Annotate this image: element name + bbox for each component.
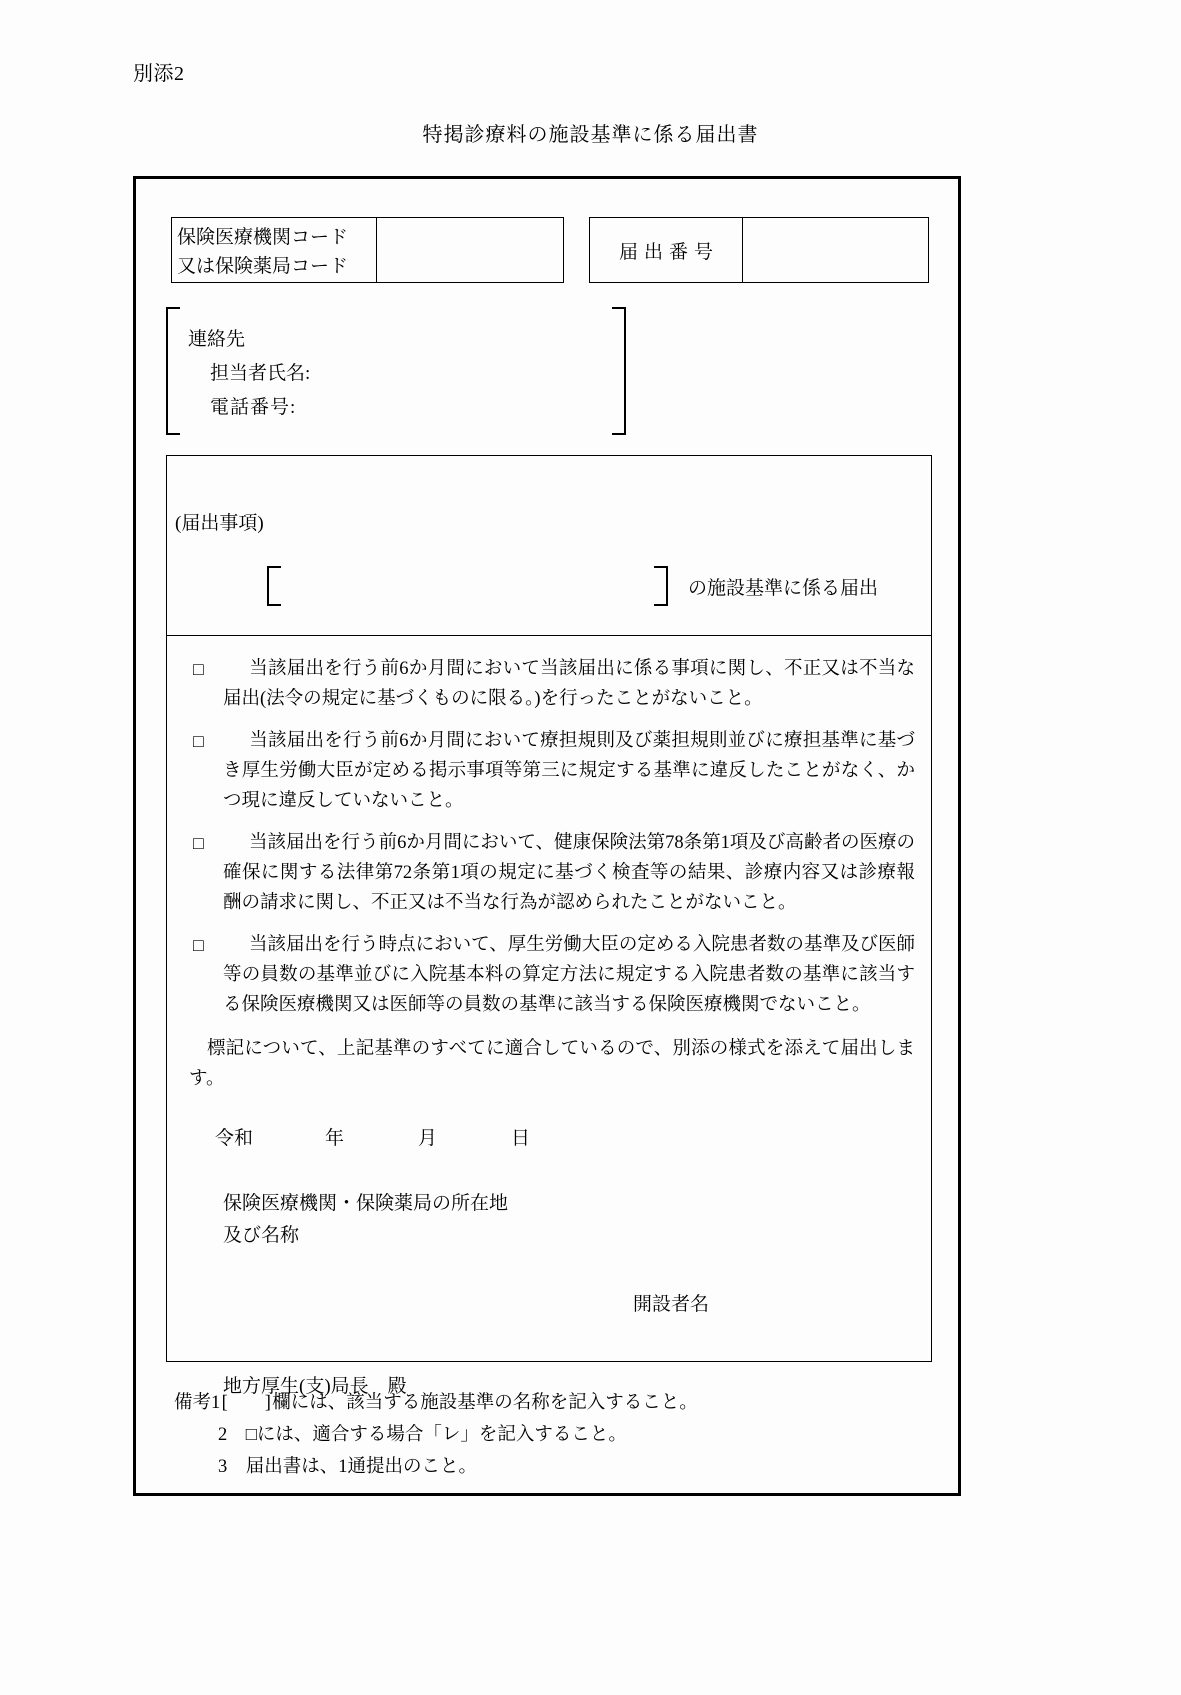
checklist-item-text [223,726,917,816]
declaration-statement: 標記について、上記基準のすべてに適合しているので、別添の様式を添えて届出します。 [189,1039,915,1089]
checklist-item[interactable] [181,828,917,918]
remarks-line-1-text: 欄には、該当する施設基準の名称を記入すること。 [272,1393,698,1413]
checkbox-icon[interactable]: □ [193,659,204,679]
subject-bracket-open-icon [267,566,281,606]
checkbox-icon[interactable]: □ [193,731,204,751]
checklist-item-label: 当該届出を行う前6か月間において療担規則及び薬担規則並びに療担基準に基づき厚生労働大臣が定める掲示事項等第三に規定する基準に違反したことがなく、かつ現に違反していないこと。 [223,731,915,811]
contact-person-field[interactable]: 担当者氏名: [210,363,311,384]
checkbox-icon[interactable]: □ [193,833,204,853]
checklist-item[interactable] [181,726,917,816]
checklist-item-text [223,654,917,714]
remarks-line-1 [166,1387,932,1419]
submission-number-box [589,217,929,283]
bracket-right-icon [612,307,626,435]
subject-suffix: の施設基準に係る届出 [688,577,879,599]
bracket-left-icon [166,307,180,435]
checklist-item-label: 当該届出を行う前6か月間において当該届出に係る事項に関し、不正又は不当な届出(法令の規定に基づくものに限る。)を行ったことがないこと。 [223,659,915,709]
checkbox-icon[interactable]: □ [193,935,204,955]
checklist-item-text [223,930,917,1020]
main-inner-frame [166,455,932,1397]
era-label: 令和 [215,1128,254,1149]
remarks-line-3: 3 届出書は、1通提出のこと。 [218,1457,478,1477]
subject-section-label: (届出事項) [175,513,264,534]
subject-bracket-close-icon [654,566,668,606]
address-label-line2: 及び名称 [223,1225,300,1246]
submission-number-input[interactable] [743,218,928,282]
subject-entry-line [167,566,931,606]
checklist-item[interactable] [181,654,917,714]
remarks-prefix: 備考1 [174,1393,221,1413]
address-block[interactable] [181,1188,917,1252]
checklist-item-text [223,828,917,918]
month-label: 月 [418,1128,438,1149]
subject-area [167,456,931,636]
contact-heading: 連絡先 [188,329,246,350]
institution-code-label-line2: 又は保険薬局コード [177,256,349,277]
checklist-item-label: 当該届出を行う時点において、厚生労働大臣の定める入院患者数の基準及び医師等の員数の基準並びに入院基本料の算定方法に規定する入院患者数の基準に該当する保険医療機関又は医師等の員数の基準に該当する保険医療機関でないこと。 [223,935,915,1015]
address-label-line1: 保険医療機関・保険薬局の所在地 [223,1193,509,1214]
contact-phone-field[interactable]: 電話番号: [210,397,297,418]
declaration-body [167,636,931,1402]
year-label: 年 [325,1128,345,1149]
founder-name-field[interactable]: 開設者名 [633,1294,710,1315]
submission-number-label: 届出番号 [590,218,743,282]
date-line[interactable] [181,1124,917,1154]
contact-block [166,307,626,435]
attachment-tag: 別添2 [133,63,185,85]
remarks-line-2: 2 □には、適合する場合「レ」を記入すること。 [218,1425,627,1445]
institution-code-label [172,218,377,282]
institution-code-input[interactable] [377,218,563,282]
remarks-section [166,1387,932,1483]
contact-lines [188,323,310,425]
remarks-bracket-icon: [ ] [221,1393,271,1413]
checklist-item-label: 当該届出を行う前6か月間において、健康保険法第78条第1項及び高齢者の医療の確保に関する法律第72条第1項の規定に基づく検査等の結果、診療内容又は診療報酬の請求に関し、不正又は不当な行為が認められたことがないこと。 [223,833,915,913]
institution-code-box [171,217,564,283]
form-outer-frame [133,176,961,1496]
page-title: 特掲診療料の施設基準に係る届出書 [422,124,759,146]
day-label: 日 [511,1128,531,1149]
checklist-item[interactable] [181,930,917,1020]
institution-code-label-line1: 保険医療機関コード [177,227,349,248]
addressee-line: 地方厚生(支)局長 殿 [223,1376,407,1397]
